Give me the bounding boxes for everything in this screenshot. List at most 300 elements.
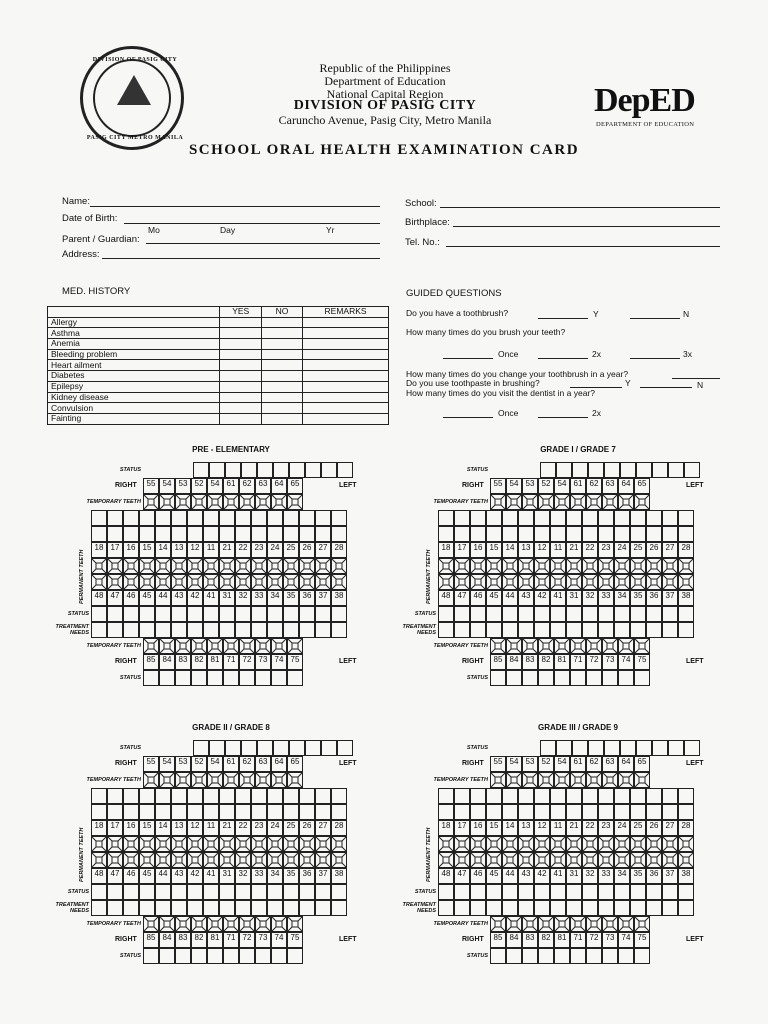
status-cell[interactable] xyxy=(239,948,255,964)
status-cell[interactable] xyxy=(630,606,646,622)
upper-temporary-tooth-diagram[interactable] xyxy=(207,494,223,510)
lower-permanent-tooth-diagram[interactable] xyxy=(614,852,630,868)
status-cell[interactable] xyxy=(107,884,123,900)
status-cell[interactable] xyxy=(251,884,267,900)
treatment-needs-cell[interactable] xyxy=(155,900,171,916)
med-history-remarks-cell[interactable] xyxy=(303,328,389,339)
upper-temporary-tooth-diagram[interactable] xyxy=(618,772,634,788)
lower-temporary-tooth-diagram[interactable] xyxy=(175,638,191,654)
status-cell[interactable] xyxy=(187,884,203,900)
upper-permanent-blank-cell[interactable] xyxy=(598,526,614,542)
lower-permanent-tooth-diagram[interactable] xyxy=(187,574,203,590)
q-toothbrush-no-field[interactable] xyxy=(630,318,680,319)
lower-temporary-tooth-diagram[interactable] xyxy=(159,638,175,654)
upper-temporary-tooth-diagram[interactable] xyxy=(159,772,175,788)
upper-permanent-tooth-diagram[interactable] xyxy=(331,558,347,574)
lower-temporary-tooth-diagram[interactable] xyxy=(538,638,554,654)
status-cell[interactable] xyxy=(522,670,538,686)
lower-permanent-tooth-diagram[interactable] xyxy=(582,574,598,590)
upper-permanent-tooth-diagram[interactable] xyxy=(91,558,107,574)
lower-permanent-tooth-diagram[interactable] xyxy=(646,574,662,590)
upper-temporary-tooth-diagram[interactable] xyxy=(490,494,506,510)
upper-permanent-blank-cell[interactable] xyxy=(470,788,486,804)
treatment-needs-cell[interactable] xyxy=(235,900,251,916)
upper-permanent-blank-cell[interactable] xyxy=(315,510,331,526)
status-cell[interactable] xyxy=(251,606,267,622)
status-cell[interactable] xyxy=(534,884,550,900)
treatment-needs-cell[interactable] xyxy=(171,900,187,916)
treatment-needs-cell[interactable] xyxy=(267,900,283,916)
upper-temporary-tooth-diagram[interactable] xyxy=(586,494,602,510)
lower-temporary-tooth-diagram[interactable] xyxy=(207,916,223,932)
upper-permanent-blank-cell[interactable] xyxy=(283,788,299,804)
upper-permanent-tooth-diagram[interactable] xyxy=(566,836,582,852)
upper-permanent-blank-cell[interactable] xyxy=(678,804,694,820)
upper-permanent-tooth-diagram[interactable] xyxy=(646,836,662,852)
upper-permanent-blank-cell[interactable] xyxy=(534,804,550,820)
upper-permanent-tooth-diagram[interactable] xyxy=(550,558,566,574)
lower-temporary-tooth-diagram[interactable] xyxy=(618,916,634,932)
q-change-toothbrush-field[interactable] xyxy=(672,378,720,379)
upper-permanent-tooth-diagram[interactable] xyxy=(219,558,235,574)
treatment-needs-cell[interactable] xyxy=(331,900,347,916)
upper-permanent-tooth-diagram[interactable] xyxy=(582,836,598,852)
status-cell[interactable] xyxy=(668,462,684,478)
upper-permanent-blank-cell[interactable] xyxy=(139,510,155,526)
upper-permanent-blank-cell[interactable] xyxy=(235,788,251,804)
upper-permanent-blank-cell[interactable] xyxy=(187,510,203,526)
upper-permanent-blank-cell[interactable] xyxy=(534,510,550,526)
status-cell[interactable] xyxy=(287,670,303,686)
upper-temporary-tooth-diagram[interactable] xyxy=(506,494,522,510)
lower-permanent-tooth-diagram[interactable] xyxy=(598,574,614,590)
med-history-no-cell[interactable] xyxy=(261,392,302,403)
lower-temporary-tooth-diagram[interactable] xyxy=(191,638,207,654)
upper-permanent-blank-cell[interactable] xyxy=(662,510,678,526)
status-cell[interactable] xyxy=(235,606,251,622)
status-cell[interactable] xyxy=(175,670,191,686)
upper-permanent-blank-cell[interactable] xyxy=(518,804,534,820)
upper-permanent-tooth-diagram[interactable] xyxy=(235,558,251,574)
status-cell[interactable] xyxy=(187,606,203,622)
upper-permanent-blank-cell[interactable] xyxy=(630,788,646,804)
lower-permanent-tooth-diagram[interactable] xyxy=(155,574,171,590)
upper-permanent-blank-cell[interactable] xyxy=(235,526,251,542)
lower-permanent-tooth-diagram[interactable] xyxy=(486,852,502,868)
lower-permanent-tooth-diagram[interactable] xyxy=(283,852,299,868)
upper-permanent-tooth-diagram[interactable] xyxy=(502,558,518,574)
upper-permanent-blank-cell[interactable] xyxy=(107,526,123,542)
treatment-needs-cell[interactable] xyxy=(518,900,534,916)
upper-temporary-tooth-diagram[interactable] xyxy=(143,772,159,788)
med-history-yes-cell[interactable] xyxy=(220,413,262,424)
upper-permanent-blank-cell[interactable] xyxy=(566,804,582,820)
med-history-no-cell[interactable] xyxy=(261,339,302,350)
status-cell[interactable] xyxy=(209,462,225,478)
upper-permanent-blank-cell[interactable] xyxy=(518,526,534,542)
upper-permanent-blank-cell[interactable] xyxy=(678,526,694,542)
upper-permanent-blank-cell[interactable] xyxy=(518,510,534,526)
upper-permanent-tooth-diagram[interactable] xyxy=(534,558,550,574)
upper-permanent-tooth-diagram[interactable] xyxy=(267,558,283,574)
upper-temporary-tooth-diagram[interactable] xyxy=(522,772,538,788)
upper-permanent-blank-cell[interactable] xyxy=(438,788,454,804)
upper-permanent-tooth-diagram[interactable] xyxy=(203,836,219,852)
lower-permanent-tooth-diagram[interactable] xyxy=(299,852,315,868)
upper-permanent-tooth-diagram[interactable] xyxy=(566,558,582,574)
lower-permanent-tooth-diagram[interactable] xyxy=(139,852,155,868)
status-cell[interactable] xyxy=(209,740,225,756)
lower-permanent-tooth-diagram[interactable] xyxy=(630,852,646,868)
status-cell[interactable] xyxy=(255,948,271,964)
treatment-needs-cell[interactable] xyxy=(107,622,123,638)
status-cell[interactable] xyxy=(614,884,630,900)
lower-permanent-tooth-diagram[interactable] xyxy=(171,574,187,590)
treatment-needs-cell[interactable] xyxy=(662,622,678,638)
upper-permanent-tooth-diagram[interactable] xyxy=(187,558,203,574)
status-cell[interactable] xyxy=(337,740,353,756)
status-cell[interactable] xyxy=(550,606,566,622)
status-cell[interactable] xyxy=(668,740,684,756)
med-history-yes-cell[interactable] xyxy=(220,371,262,382)
status-cell[interactable] xyxy=(506,948,522,964)
lower-permanent-tooth-diagram[interactable] xyxy=(566,574,582,590)
status-cell[interactable] xyxy=(486,884,502,900)
status-cell[interactable] xyxy=(193,740,209,756)
upper-temporary-tooth-diagram[interactable] xyxy=(159,494,175,510)
status-cell[interactable] xyxy=(257,740,273,756)
upper-permanent-tooth-diagram[interactable] xyxy=(614,836,630,852)
upper-permanent-tooth-diagram[interactable] xyxy=(171,836,187,852)
status-cell[interactable] xyxy=(470,606,486,622)
upper-permanent-blank-cell[interactable] xyxy=(283,804,299,820)
upper-permanent-blank-cell[interactable] xyxy=(518,788,534,804)
status-cell[interactable] xyxy=(315,884,331,900)
status-cell[interactable] xyxy=(598,884,614,900)
upper-permanent-blank-cell[interactable] xyxy=(502,788,518,804)
upper-temporary-tooth-diagram[interactable] xyxy=(175,494,191,510)
status-cell[interactable] xyxy=(588,462,604,478)
lower-permanent-tooth-diagram[interactable] xyxy=(518,852,534,868)
lower-permanent-tooth-diagram[interactable] xyxy=(470,852,486,868)
upper-permanent-tooth-diagram[interactable] xyxy=(283,836,299,852)
upper-permanent-blank-cell[interactable] xyxy=(614,788,630,804)
q-dentist-once-field[interactable] xyxy=(443,417,493,418)
status-cell[interactable] xyxy=(604,462,620,478)
upper-permanent-blank-cell[interactable] xyxy=(486,526,502,542)
upper-permanent-tooth-diagram[interactable] xyxy=(155,836,171,852)
upper-permanent-blank-cell[interactable] xyxy=(299,788,315,804)
status-cell[interactable] xyxy=(636,462,652,478)
upper-permanent-tooth-diagram[interactable] xyxy=(486,836,502,852)
treatment-needs-cell[interactable] xyxy=(315,622,331,638)
upper-permanent-blank-cell[interactable] xyxy=(315,526,331,542)
upper-permanent-blank-cell[interactable] xyxy=(171,526,187,542)
treatment-needs-cell[interactable] xyxy=(678,900,694,916)
lower-permanent-tooth-diagram[interactable] xyxy=(107,574,123,590)
status-cell[interactable] xyxy=(522,948,538,964)
status-cell[interactable] xyxy=(207,670,223,686)
upper-permanent-blank-cell[interactable] xyxy=(267,526,283,542)
upper-temporary-tooth-diagram[interactable] xyxy=(634,494,650,510)
treatment-needs-cell[interactable] xyxy=(91,900,107,916)
treatment-needs-cell[interactable] xyxy=(598,900,614,916)
status-cell[interactable] xyxy=(634,670,650,686)
lower-permanent-tooth-diagram[interactable] xyxy=(678,574,694,590)
upper-permanent-tooth-diagram[interactable] xyxy=(187,836,203,852)
upper-permanent-blank-cell[interactable] xyxy=(219,526,235,542)
upper-permanent-blank-cell[interactable] xyxy=(139,788,155,804)
status-cell[interactable] xyxy=(454,606,470,622)
med-history-no-cell[interactable] xyxy=(261,381,302,392)
status-cell[interactable] xyxy=(139,606,155,622)
med-history-yes-cell[interactable] xyxy=(220,360,262,371)
lower-permanent-tooth-diagram[interactable] xyxy=(566,852,582,868)
lower-temporary-tooth-diagram[interactable] xyxy=(239,638,255,654)
upper-permanent-blank-cell[interactable] xyxy=(502,804,518,820)
upper-permanent-blank-cell[interactable] xyxy=(502,510,518,526)
upper-permanent-blank-cell[interactable] xyxy=(187,526,203,542)
upper-permanent-blank-cell[interactable] xyxy=(534,526,550,542)
treatment-needs-cell[interactable] xyxy=(251,900,267,916)
upper-permanent-blank-cell[interactable] xyxy=(251,804,267,820)
med-history-remarks-cell[interactable] xyxy=(303,349,389,360)
lower-permanent-tooth-diagram[interactable] xyxy=(91,852,107,868)
treatment-needs-cell[interactable] xyxy=(614,900,630,916)
status-cell[interactable] xyxy=(331,606,347,622)
lower-temporary-tooth-diagram[interactable] xyxy=(634,916,650,932)
upper-permanent-blank-cell[interactable] xyxy=(598,510,614,526)
upper-permanent-tooth-diagram[interactable] xyxy=(550,836,566,852)
lower-permanent-tooth-diagram[interactable] xyxy=(219,574,235,590)
status-cell[interactable] xyxy=(239,670,255,686)
status-cell[interactable] xyxy=(634,948,650,964)
lower-temporary-tooth-diagram[interactable] xyxy=(522,916,538,932)
lower-permanent-tooth-diagram[interactable] xyxy=(91,574,107,590)
upper-permanent-tooth-diagram[interactable] xyxy=(438,558,454,574)
upper-permanent-blank-cell[interactable] xyxy=(454,788,470,804)
upper-permanent-blank-cell[interactable] xyxy=(614,804,630,820)
treatment-needs-cell[interactable] xyxy=(662,900,678,916)
lower-temporary-tooth-diagram[interactable] xyxy=(159,916,175,932)
tel-field[interactable] xyxy=(446,246,720,247)
upper-permanent-blank-cell[interactable] xyxy=(251,788,267,804)
status-cell[interactable] xyxy=(267,606,283,622)
lower-permanent-tooth-diagram[interactable] xyxy=(299,574,315,590)
upper-temporary-tooth-diagram[interactable] xyxy=(271,772,287,788)
med-history-no-cell[interactable] xyxy=(261,371,302,382)
upper-permanent-blank-cell[interactable] xyxy=(155,510,171,526)
lower-temporary-tooth-diagram[interactable] xyxy=(271,638,287,654)
status-cell[interactable] xyxy=(159,670,175,686)
upper-permanent-blank-cell[interactable] xyxy=(203,804,219,820)
upper-temporary-tooth-diagram[interactable] xyxy=(522,494,538,510)
upper-permanent-tooth-diagram[interactable] xyxy=(315,836,331,852)
upper-temporary-tooth-diagram[interactable] xyxy=(287,494,303,510)
status-cell[interactable] xyxy=(91,884,107,900)
lower-permanent-tooth-diagram[interactable] xyxy=(662,852,678,868)
status-cell[interactable] xyxy=(273,740,289,756)
upper-permanent-blank-cell[interactable] xyxy=(486,804,502,820)
upper-temporary-tooth-diagram[interactable] xyxy=(191,494,207,510)
upper-permanent-blank-cell[interactable] xyxy=(646,510,662,526)
treatment-needs-cell[interactable] xyxy=(646,900,662,916)
status-cell[interactable] xyxy=(470,884,486,900)
upper-permanent-tooth-diagram[interactable] xyxy=(614,558,630,574)
upper-permanent-blank-cell[interactable] xyxy=(283,510,299,526)
status-cell[interactable] xyxy=(219,606,235,622)
lower-temporary-tooth-diagram[interactable] xyxy=(554,916,570,932)
status-cell[interactable] xyxy=(490,670,506,686)
status-cell[interactable] xyxy=(620,462,636,478)
status-cell[interactable] xyxy=(614,606,630,622)
lower-permanent-tooth-diagram[interactable] xyxy=(155,852,171,868)
status-cell[interactable] xyxy=(287,948,303,964)
status-cell[interactable] xyxy=(652,740,668,756)
upper-permanent-blank-cell[interactable] xyxy=(91,510,107,526)
treatment-needs-cell[interactable] xyxy=(470,900,486,916)
upper-permanent-blank-cell[interactable] xyxy=(155,804,171,820)
treatment-needs-cell[interactable] xyxy=(203,622,219,638)
treatment-needs-cell[interactable] xyxy=(283,900,299,916)
upper-permanent-blank-cell[interactable] xyxy=(630,510,646,526)
status-cell[interactable] xyxy=(586,948,602,964)
lower-temporary-tooth-diagram[interactable] xyxy=(287,916,303,932)
upper-permanent-blank-cell[interactable] xyxy=(534,788,550,804)
status-cell[interactable] xyxy=(662,884,678,900)
upper-temporary-tooth-diagram[interactable] xyxy=(570,772,586,788)
med-history-remarks-cell[interactable] xyxy=(303,360,389,371)
upper-permanent-tooth-diagram[interactable] xyxy=(139,836,155,852)
treatment-needs-cell[interactable] xyxy=(486,900,502,916)
upper-permanent-blank-cell[interactable] xyxy=(331,804,347,820)
lower-permanent-tooth-diagram[interactable] xyxy=(235,574,251,590)
lower-permanent-tooth-diagram[interactable] xyxy=(646,852,662,868)
lower-permanent-tooth-diagram[interactable] xyxy=(283,574,299,590)
status-cell[interactable] xyxy=(219,884,235,900)
q-brush-once-field[interactable] xyxy=(443,358,493,359)
upper-permanent-blank-cell[interactable] xyxy=(550,510,566,526)
med-history-remarks-cell[interactable] xyxy=(303,339,389,350)
upper-permanent-tooth-diagram[interactable] xyxy=(251,558,267,574)
upper-permanent-blank-cell[interactable] xyxy=(155,788,171,804)
treatment-needs-cell[interactable] xyxy=(582,622,598,638)
upper-permanent-tooth-diagram[interactable] xyxy=(171,558,187,574)
upper-temporary-tooth-diagram[interactable] xyxy=(538,772,554,788)
upper-permanent-tooth-diagram[interactable] xyxy=(582,558,598,574)
treatment-needs-cell[interactable] xyxy=(550,622,566,638)
upper-temporary-tooth-diagram[interactable] xyxy=(207,772,223,788)
lower-temporary-tooth-diagram[interactable] xyxy=(255,916,271,932)
status-cell[interactable] xyxy=(572,462,588,478)
lower-permanent-tooth-diagram[interactable] xyxy=(315,574,331,590)
lower-permanent-tooth-diagram[interactable] xyxy=(139,574,155,590)
upper-permanent-tooth-diagram[interactable] xyxy=(267,836,283,852)
treatment-needs-cell[interactable] xyxy=(171,622,187,638)
med-history-no-cell[interactable] xyxy=(261,349,302,360)
treatment-needs-cell[interactable] xyxy=(267,622,283,638)
status-cell[interactable] xyxy=(438,884,454,900)
med-history-remarks-cell[interactable] xyxy=(303,381,389,392)
upper-permanent-blank-cell[interactable] xyxy=(219,510,235,526)
upper-permanent-tooth-diagram[interactable] xyxy=(107,836,123,852)
lower-permanent-tooth-diagram[interactable] xyxy=(518,574,534,590)
upper-permanent-blank-cell[interactable] xyxy=(598,804,614,820)
upper-permanent-blank-cell[interactable] xyxy=(123,526,139,542)
lower-temporary-tooth-diagram[interactable] xyxy=(554,638,570,654)
lower-temporary-tooth-diagram[interactable] xyxy=(570,916,586,932)
upper-permanent-blank-cell[interactable] xyxy=(646,788,662,804)
status-cell[interactable] xyxy=(454,884,470,900)
lower-permanent-tooth-diagram[interactable] xyxy=(454,574,470,590)
upper-permanent-blank-cell[interactable] xyxy=(614,510,630,526)
upper-permanent-blank-cell[interactable] xyxy=(486,788,502,804)
upper-permanent-blank-cell[interactable] xyxy=(315,804,331,820)
lower-permanent-tooth-diagram[interactable] xyxy=(331,574,347,590)
upper-permanent-blank-cell[interactable] xyxy=(299,804,315,820)
status-cell[interactable] xyxy=(337,462,353,478)
lower-permanent-tooth-diagram[interactable] xyxy=(203,852,219,868)
treatment-needs-cell[interactable] xyxy=(646,622,662,638)
lower-temporary-tooth-diagram[interactable] xyxy=(223,916,239,932)
treatment-needs-cell[interactable] xyxy=(331,622,347,638)
treatment-needs-cell[interactable] xyxy=(107,900,123,916)
lower-temporary-tooth-diagram[interactable] xyxy=(634,638,650,654)
med-history-no-cell[interactable] xyxy=(261,360,302,371)
status-cell[interactable] xyxy=(315,606,331,622)
status-cell[interactable] xyxy=(155,884,171,900)
treatment-needs-cell[interactable] xyxy=(454,622,470,638)
upper-temporary-tooth-diagram[interactable] xyxy=(586,772,602,788)
lower-permanent-tooth-diagram[interactable] xyxy=(331,852,347,868)
upper-permanent-tooth-diagram[interactable] xyxy=(662,836,678,852)
lower-permanent-tooth-diagram[interactable] xyxy=(534,574,550,590)
upper-temporary-tooth-diagram[interactable] xyxy=(602,494,618,510)
upper-permanent-blank-cell[interactable] xyxy=(203,788,219,804)
status-cell[interactable] xyxy=(223,670,239,686)
lower-temporary-tooth-diagram[interactable] xyxy=(255,638,271,654)
treatment-needs-cell[interactable] xyxy=(534,622,550,638)
status-cell[interactable] xyxy=(241,740,257,756)
status-cell[interactable] xyxy=(283,606,299,622)
med-history-no-cell[interactable] xyxy=(261,328,302,339)
status-cell[interactable] xyxy=(684,462,700,478)
upper-permanent-blank-cell[interactable] xyxy=(598,788,614,804)
lower-permanent-tooth-diagram[interactable] xyxy=(598,852,614,868)
upper-permanent-tooth-diagram[interactable] xyxy=(630,558,646,574)
status-cell[interactable] xyxy=(191,948,207,964)
upper-permanent-blank-cell[interactable] xyxy=(203,510,219,526)
upper-permanent-tooth-diagram[interactable] xyxy=(486,558,502,574)
status-cell[interactable] xyxy=(490,948,506,964)
status-cell[interactable] xyxy=(123,606,139,622)
upper-permanent-tooth-diagram[interactable] xyxy=(235,836,251,852)
upper-permanent-blank-cell[interactable] xyxy=(91,804,107,820)
status-cell[interactable] xyxy=(586,670,602,686)
status-cell[interactable] xyxy=(271,948,287,964)
upper-permanent-tooth-diagram[interactable] xyxy=(155,558,171,574)
treatment-needs-cell[interactable] xyxy=(534,900,550,916)
status-cell[interactable] xyxy=(646,884,662,900)
upper-permanent-tooth-diagram[interactable] xyxy=(219,836,235,852)
upper-permanent-tooth-diagram[interactable] xyxy=(598,836,614,852)
treatment-needs-cell[interactable] xyxy=(518,622,534,638)
upper-permanent-tooth-diagram[interactable] xyxy=(678,558,694,574)
med-history-remarks-cell[interactable] xyxy=(303,403,389,414)
upper-permanent-tooth-diagram[interactable] xyxy=(470,836,486,852)
upper-permanent-tooth-diagram[interactable] xyxy=(91,836,107,852)
lower-temporary-tooth-diagram[interactable] xyxy=(239,916,255,932)
